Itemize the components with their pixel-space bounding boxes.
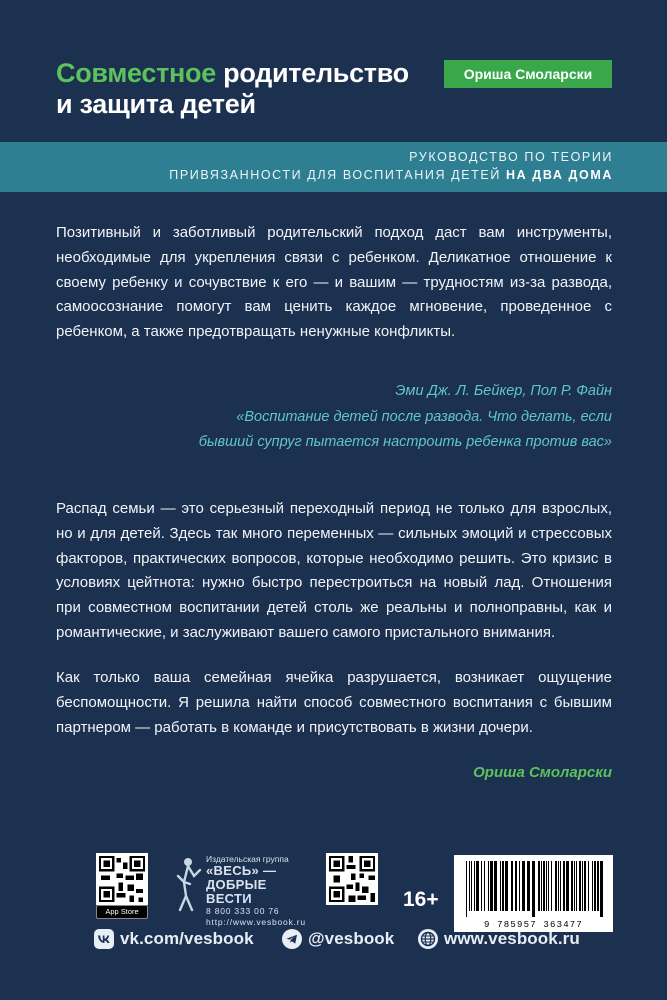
subtitle-line2-bold: НА ДВА ДОМА <box>505 168 613 182</box>
social-telegram-label: @vesbook <box>308 929 395 948</box>
endorsement-quote: Позитивный и заботливый родительский подход даст вам инструменты, необходимые для укрепления связи с ребенком. Деликатное отношение к своему ребенку и сочувствие к его — и вашим — трудностям из-за развода, самоосознание помогут вам ценить каждое мгновение, проведенное с ребенком, а также предотвращать ненужные конфликты. <box>56 224 612 341</box>
quote-source-line1: «Воспитание детей после развода. Что делать, если <box>236 409 612 425</box>
app-store-label: App Store <box>105 907 139 916</box>
barcode-bars <box>454 855 613 919</box>
author-signature: Ориша Смоларски <box>473 764 612 781</box>
social-vk-label: vk.com/vesbook <box>120 929 254 948</box>
qr-code-icon <box>329 856 375 902</box>
telegram-icon <box>282 929 302 949</box>
globe-icon <box>418 929 438 949</box>
social-web-label: www.vesbook.ru <box>444 929 580 948</box>
publisher-group-label: Издательская группа <box>206 854 289 864</box>
description-paragraph-2: Как только ваша семейная ячейка разрушается, возникает ощущение беспомощности. Я решила найти способ совместного воспитания с бывшим партнером — работать в команде и присутствовать в жизни дочери. <box>56 669 612 736</box>
vk-icon <box>94 929 114 949</box>
book-title <box>56 58 456 120</box>
isbn-digits: 9 785957 363477 <box>483 920 583 930</box>
title-accent-word: Совместное <box>56 58 216 88</box>
subtitle-line2-prefix: ПРИВЯЗАННОСТИ ДЛЯ ВОСПИТАНИЯ ДЕТЕЙ <box>169 168 501 182</box>
subtitle-banner <box>0 142 667 192</box>
subtitle-line2 <box>169 168 613 182</box>
publisher-figure-logo <box>172 856 202 912</box>
publisher-info <box>206 854 316 928</box>
author-badge: Ориша Смоларски <box>444 60 612 88</box>
age-rating: 16+ <box>403 888 439 911</box>
title-line2: и защита детей <box>56 89 256 119</box>
app-store-badge[interactable] <box>96 905 148 919</box>
social-vk[interactable] <box>94 928 254 950</box>
publisher-site: http://www.vesbook.ru <box>206 917 306 927</box>
subtitle-line1: РУКОВОДСТВО ПО ТЕОРИИ <box>409 150 613 164</box>
qr-code-icon <box>99 856 145 902</box>
title-line1-rest: родительство <box>223 58 409 88</box>
social-telegram[interactable] <box>282 928 394 950</box>
quote-source-line2: бывший супруг пытается настроить ребенка против вас» <box>198 434 612 450</box>
publisher-phone: 8 800 333 00 76 <box>206 906 280 916</box>
qr-code-app[interactable] <box>96 853 148 905</box>
publisher-name-line2: ДОБРЫЕ ВЕСТИ <box>206 877 267 906</box>
description-paragraph-1: Распад семьи — это серьезный переходный период не только для взрослых, но и для детей. Здесь так много переменных — сильных эмоций и стрессовых факторов, практических вопросов, которые необходимо решить. Это кризис в условиях цейтнота: нужно быстро перестроиться на новый лад. Отношения при совместном воспитании детей столь же реальны и полноправны, как и романтические, и заслуживают вашего самого пристального внимания. <box>56 500 612 641</box>
publisher-name-line1: «ВЕСЬ» — <box>206 863 277 878</box>
isbn-barcode <box>454 855 613 932</box>
social-web[interactable] <box>418 928 580 950</box>
qr-code-site[interactable] <box>326 853 378 905</box>
quote-author: Эми Дж. Л. Бейкер, Пол Р. Файн <box>395 383 612 399</box>
